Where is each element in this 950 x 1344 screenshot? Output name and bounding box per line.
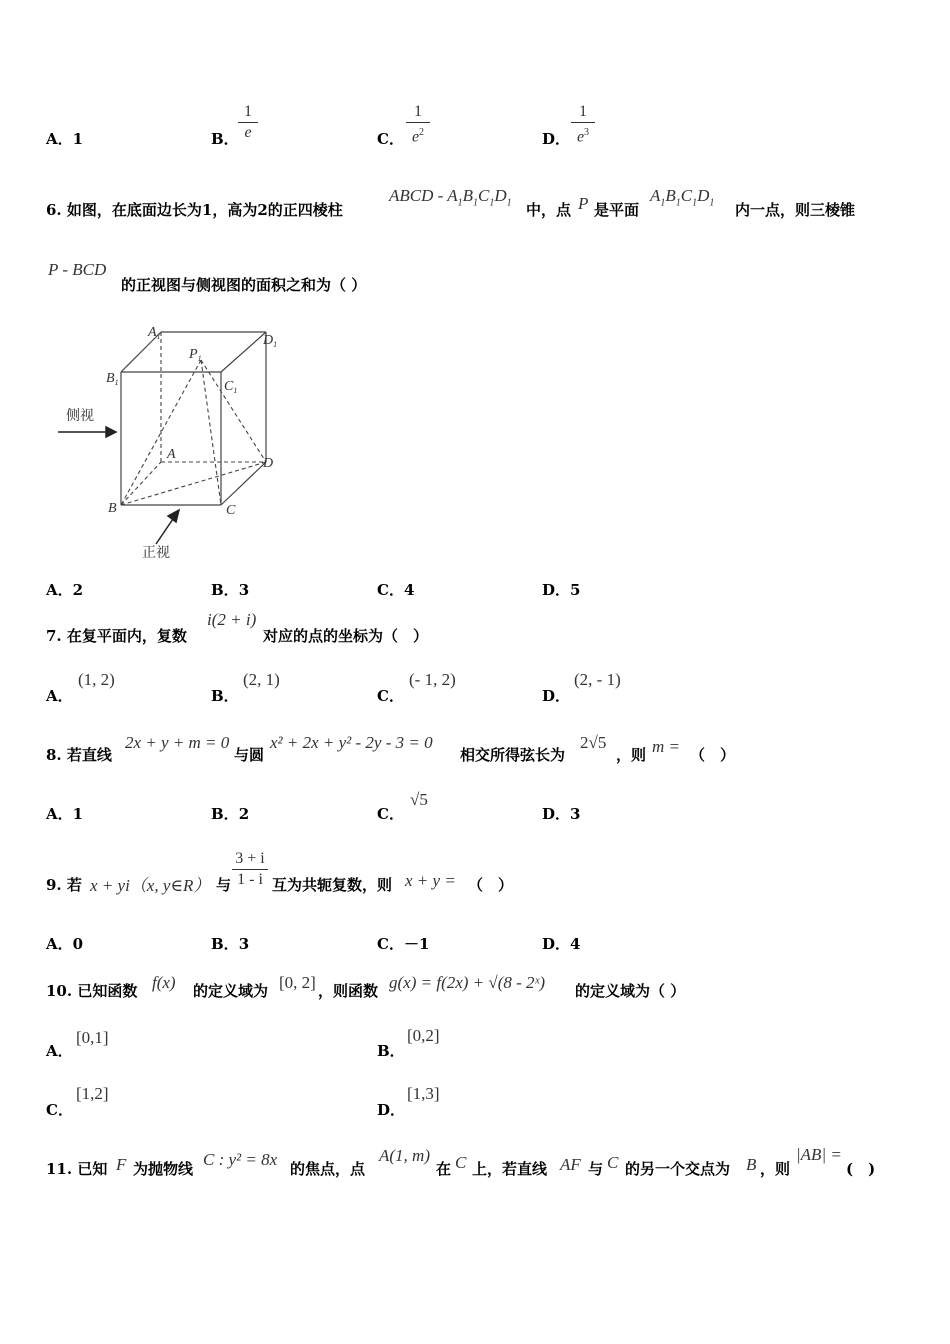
q10-stem-part2: 的定义域为: [193, 982, 269, 1000]
q7-stem-part1: 7. 在复平面内，复数: [46, 627, 187, 645]
q9-fraction: 3 + i 1 - i: [232, 849, 268, 890]
q11-stem-part3: 的焦点，点: [290, 1160, 366, 1178]
q6-pyramid-name: P - BCD: [48, 260, 107, 279]
q10-option-a[interactable]: A．: [46, 1042, 73, 1060]
label-c1: $C_1$: [224, 379, 238, 395]
q10-option-c[interactable]: C．: [46, 1101, 73, 1119]
q8-option-d[interactable]: D．3: [542, 805, 581, 823]
label-c: C: [226, 503, 236, 518]
q9-stem-part3: 互为共轭复数，则: [272, 876, 393, 894]
q6-text4: 内一点，则三棱锥: [735, 201, 856, 219]
q6-text2: 中，点: [526, 201, 572, 219]
q10-option-b-value: [0,2]: [407, 1026, 440, 1045]
q9-sum: x + y =: [405, 871, 456, 890]
front-view-arrow: [156, 516, 175, 544]
q6-point-p: P: [578, 194, 589, 213]
label-a1: $A_1$: [148, 325, 161, 341]
label-a: A: [167, 447, 176, 462]
q8-line-equation: 2x + y + m = 0: [125, 733, 230, 752]
q10-option-a-value: [0,1]: [76, 1028, 109, 1047]
q8-option-a[interactable]: A．1: [46, 805, 84, 823]
q9-expression: x + yi（x, y∈R）: [90, 876, 211, 895]
q5-option-c-fraction: 1 $e^2$: [406, 102, 430, 147]
q7-option-a-value: (1, 2): [78, 670, 115, 689]
side-view-label: 侧视: [66, 409, 94, 424]
q7-stem-part2: 对应的点的坐标为（ ）: [263, 627, 429, 645]
q10-g-of-x: g(x) = f(2x) + √(8 - 2ˣ): [389, 973, 546, 992]
q11-stem-part7: 的另一个交点为: [625, 1160, 731, 1178]
q6-option-a[interactable]: A．2: [46, 581, 84, 599]
q10-stem-part3: ，则函数: [318, 982, 379, 1000]
q9-stem-part4: （ ）: [468, 876, 514, 894]
front-view-arrowhead: [168, 510, 179, 522]
q11-stem-part4: 在: [436, 1160, 452, 1178]
q11-stem-part2: 为抛物线: [133, 1160, 194, 1178]
label-d: D: [263, 456, 274, 471]
q11-stem-part1: 11. 已知: [46, 1160, 108, 1178]
q6-prism-name: ABCD - $A_1B_1C_1D_1$: [389, 186, 512, 209]
question-number: 6.: [46, 201, 62, 219]
q11-ab-length: |AB| =: [796, 1145, 842, 1164]
q8-chord-length: 2√5: [580, 733, 607, 752]
q7-complex-expr: i(2 + i): [207, 610, 257, 629]
q6-option-c[interactable]: C．4: [377, 581, 415, 599]
q11-stem-part8: ，则: [760, 1160, 791, 1178]
q11-point-a: A(1, m): [379, 1146, 430, 1165]
q8-stem-part4: ，则: [616, 746, 647, 764]
q7-option-d-value: (2, - 1): [574, 670, 621, 689]
q6-plane-name: $A_1B_1C_1D_1$: [650, 186, 715, 209]
q9-stem-part2: 与: [216, 876, 232, 894]
q5-option-d[interactable]: D．: [542, 130, 571, 148]
q8-option-b[interactable]: B．2: [211, 805, 250, 823]
q10-option-b[interactable]: B．: [377, 1042, 405, 1060]
q7-option-d[interactable]: D．: [542, 687, 571, 705]
q11-line-af: AF: [560, 1155, 581, 1174]
q8-m-equals: m =: [652, 737, 680, 756]
q8-stem-part2: 与圆: [234, 746, 265, 764]
q6-prism-figure: [56, 322, 296, 572]
q5-option-b-fraction: 1 e: [238, 102, 258, 143]
q5-option-a[interactable]: A．1: [46, 130, 84, 148]
q11-curve-c1: C: [455, 1153, 467, 1172]
q10-option-d-value: [1,3]: [407, 1084, 440, 1103]
label-b1: $B_1$: [106, 371, 119, 387]
q5-option-b[interactable]: B．: [211, 130, 239, 148]
side-view-arrowhead: [106, 427, 116, 437]
q10-stem-part4: 的定义域为（ ）: [575, 982, 686, 1000]
q11-stem-part9: ( ): [846, 1160, 876, 1178]
q5-option-d-fraction: 1 $e^3$: [571, 102, 595, 147]
q11-point-b: B: [746, 1155, 757, 1174]
q10-option-c-value: [1,2]: [76, 1084, 109, 1103]
q9-option-c[interactable]: C．－1: [377, 935, 430, 953]
q6-option-b[interactable]: B．3: [211, 581, 250, 599]
label-b: B: [108, 501, 117, 516]
q6-stem-line1: 6. 如图，在底面边长为1，高为2的正四棱柱: [46, 201, 343, 219]
q11-stem-part6: 与: [588, 1160, 604, 1178]
q9-stem-part1: 9. 若: [46, 876, 82, 894]
edge-c1d1: [221, 332, 266, 372]
q6-option-d[interactable]: D．5: [542, 581, 581, 599]
q10-f-of-x: f(x): [152, 973, 176, 992]
q7-option-b[interactable]: B．: [211, 687, 239, 705]
label-p1: $P_1$: [189, 347, 202, 363]
q8-stem-part5: （ ）: [690, 746, 736, 764]
q11-curve-c2: C: [607, 1153, 619, 1172]
q11-parabola: C : y² = 8x: [203, 1150, 278, 1169]
q8-circle-equation: x² + 2x + y² - 2y - 3 = 0: [270, 733, 433, 752]
q10-domain: [0, 2]: [279, 973, 316, 992]
edge-pc-hidden: [201, 360, 221, 505]
q9-option-b[interactable]: B．3: [211, 935, 250, 953]
q10-stem-part1: 10. 已知函数: [46, 982, 138, 1000]
q5-option-c[interactable]: C．: [377, 130, 404, 148]
front-view-label: 正视: [142, 546, 170, 561]
q8-stem-part3: 相交所得弦长为: [460, 746, 566, 764]
q10-option-d[interactable]: D．: [377, 1101, 406, 1119]
q6-text5: 的正视图与侧视图的面积之和为（ ）: [121, 276, 367, 294]
q11-stem-part5: 上，若直线: [472, 1160, 548, 1178]
q11-focus-f: F: [116, 1155, 127, 1174]
q6-text3: 是平面: [594, 201, 640, 219]
q7-option-c[interactable]: C．: [377, 687, 404, 705]
q9-option-d[interactable]: D．4: [542, 935, 581, 953]
q7-option-a[interactable]: A．: [46, 687, 73, 705]
q8-option-c-value: √5: [410, 790, 428, 809]
q7-option-c-value: (- 1, 2): [409, 670, 456, 689]
q9-option-a[interactable]: A．0: [46, 935, 84, 953]
q7-option-b-value: (2, 1): [243, 670, 280, 689]
q8-option-c[interactable]: C．: [377, 805, 404, 823]
q8-stem-part1: 8. 若直线: [46, 746, 112, 764]
label-d1: $D_1$: [263, 333, 278, 349]
edge-pd-hidden: [201, 360, 266, 462]
